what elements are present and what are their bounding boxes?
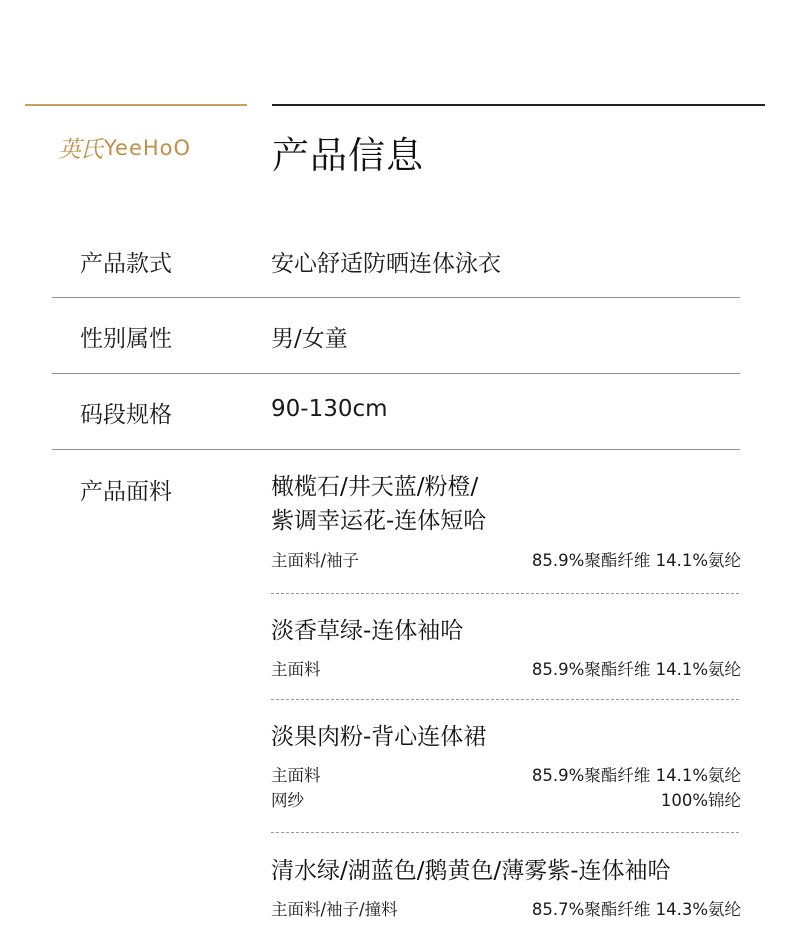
fabric-name xyxy=(271,614,463,648)
fabric-spec xyxy=(271,547,741,571)
label-gender: 性别属性 xyxy=(80,326,172,352)
value-size: 90-130cm xyxy=(271,396,388,422)
spec-part: 网纱 xyxy=(271,791,304,810)
fabric-spec xyxy=(271,762,741,786)
divider xyxy=(52,449,740,450)
value-style: 安心舒适防晒连体泳衣 xyxy=(271,251,501,277)
dashed-divider xyxy=(271,832,739,833)
spec-composition: 85.9%聚酯纤维 14.1%氨纶 xyxy=(531,766,741,785)
gold-rule xyxy=(25,104,247,106)
fabric-spec xyxy=(271,787,741,811)
title-rule xyxy=(272,104,765,106)
fabric-spec xyxy=(271,656,741,680)
fabric-name xyxy=(271,720,486,754)
spec-composition: 85.9%聚酯纤维 14.1%氨纶 xyxy=(531,551,741,570)
fabric-name-line: 清水绿/湖蓝色/鹅黄色/薄雾紫-连体袖哈 xyxy=(271,858,671,884)
brand-logo-en: YeeHoO xyxy=(104,135,192,160)
spec-part: 主面料/袖子 xyxy=(271,551,360,570)
spec-part: 主面料 xyxy=(271,660,321,679)
label-fabric: 产品面料 xyxy=(80,479,172,505)
fabric-name xyxy=(271,854,671,888)
fabric-spec xyxy=(271,896,741,920)
spec-composition: 85.9%聚酯纤维 14.1%氨纶 xyxy=(531,660,741,679)
dashed-divider xyxy=(271,699,739,700)
label-style: 产品款式 xyxy=(80,251,172,277)
dashed-divider xyxy=(271,593,739,594)
fabric-name-line: 橄榄石/井天蓝/粉橙/ xyxy=(271,474,479,500)
spec-part: 主面料 xyxy=(271,766,321,785)
brand-logo-cn: 英氏 xyxy=(58,137,102,163)
divider xyxy=(52,373,740,374)
spec-composition: 100%锦纶 xyxy=(660,791,741,810)
fabric-name-line: 淡果肉粉-背心连体裙 xyxy=(271,724,487,750)
spec-composition: 85.7%聚酯纤维 14.3%氨纶 xyxy=(531,900,741,919)
divider xyxy=(52,297,740,298)
fabric-name xyxy=(271,470,486,538)
value-gender: 男/女童 xyxy=(271,326,348,352)
fabric-name-line: 淡香草绿-连体袖哈 xyxy=(271,618,464,644)
label-size: 码段规格 xyxy=(80,402,172,428)
page-title: 产品信息 xyxy=(272,134,424,177)
fabric-name-line: 紫调幸运花-连体短哈 xyxy=(271,508,487,534)
spec-part: 主面料/袖子/撞料 xyxy=(271,900,398,919)
brand-logo xyxy=(58,131,191,164)
